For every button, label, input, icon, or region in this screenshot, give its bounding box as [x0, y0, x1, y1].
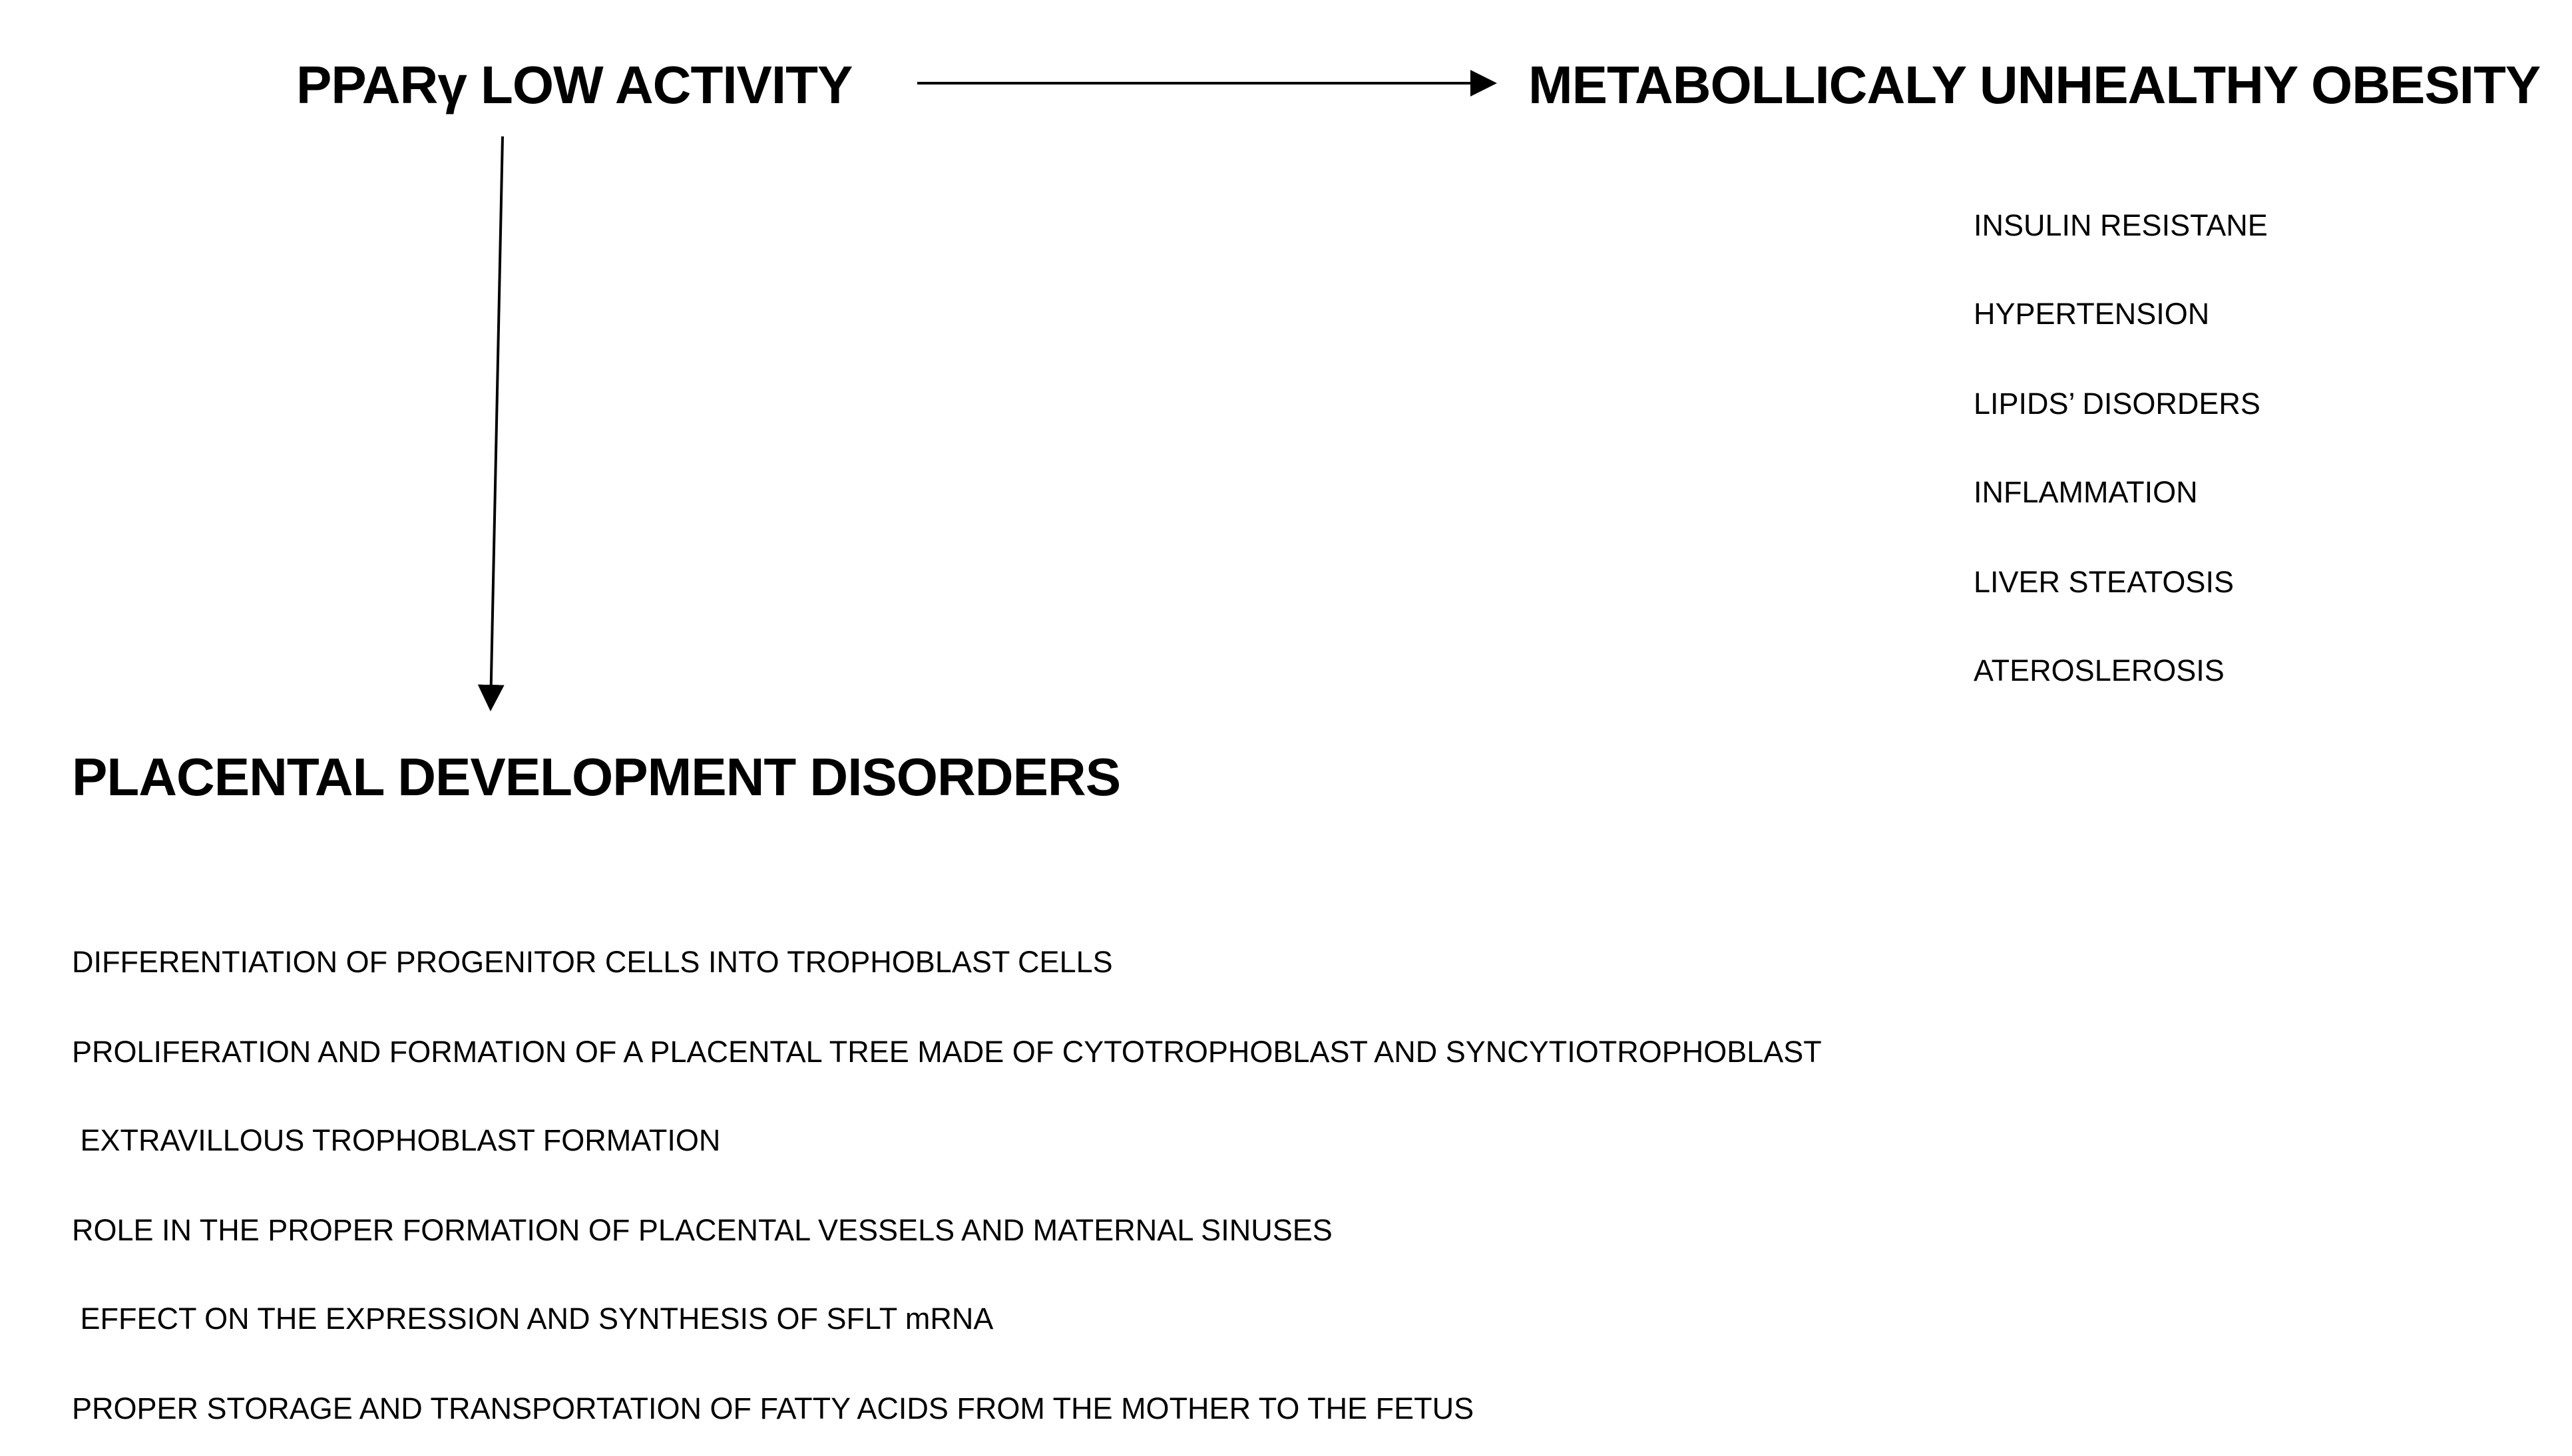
arrow-to-placental — [491, 136, 503, 709]
source-node-label: PPARγ LOW ACTIVITY — [296, 55, 853, 114]
placental-node-label: PLACENTAL DEVELOPMENT DISORDERS — [72, 747, 1121, 807]
list-item: LIVER STEATOSIS — [1974, 565, 2234, 599]
list-item: INFLAMMATION — [1974, 475, 2198, 509]
list-item: ROLE IN THE PROPER FORMATION OF PLACENTAL VESSELS AND MATERNAL SINUSES — [72, 1213, 1333, 1247]
list-item: HYPERTENSION — [1974, 297, 2210, 331]
list-item: EXTRAVILLOUS TROPHOBLAST FORMATION — [72, 1123, 721, 1157]
list-item: LIPIDS’ DISORDERS — [1974, 387, 2260, 421]
list-item: ATEROSLEROSIS — [1974, 653, 2225, 687]
obesity-node-label: METABOLLICALY UNHEALTHY OBESITY — [1528, 55, 2541, 114]
list-item: INSULIN RESISTANE — [1974, 208, 2268, 242]
list-item: DIFFERENTIATION OF PROGENITOR CELLS INTO TROPHOBLAST CELLS — [72, 945, 1113, 979]
list-item: EFFECT ON THE EXPRESSION AND SYNTHESIS OF SFLT mRNA — [72, 1302, 994, 1336]
list-item: PROLIFERATION AND FORMATION OF A PLACENTAL TREE MADE OF CYTOTROPHOBLAST AND SYNCYTIOTROPHOBLAST — [72, 1035, 1822, 1069]
list-item: PROPER STORAGE AND TRANSPORTATION OF FATTY ACIDS FROM THE MOTHER TO THE FETUS — [72, 1391, 1474, 1425]
